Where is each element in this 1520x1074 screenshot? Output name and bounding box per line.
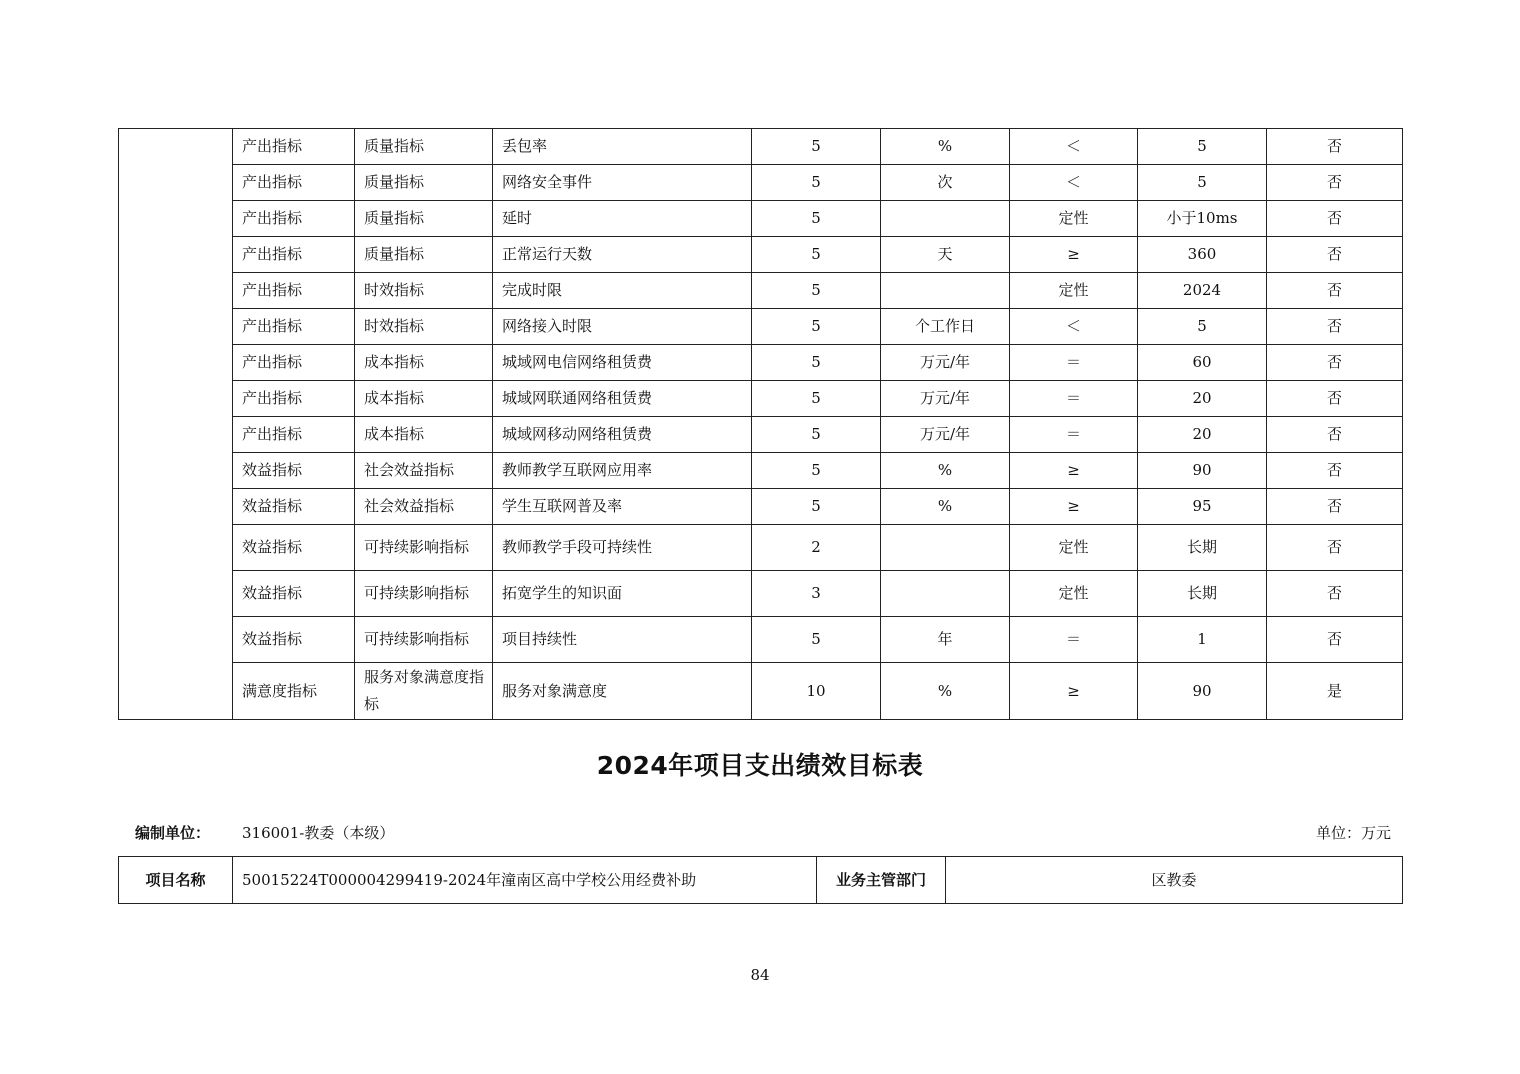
indicator-name: 完成时限: [493, 273, 752, 309]
operator: ＝: [1010, 345, 1138, 381]
target-value: 5: [1138, 165, 1267, 201]
level1-indicator: 产出指标: [233, 237, 355, 273]
core-flag: 否: [1267, 273, 1403, 309]
weight: 3: [752, 571, 881, 617]
level2-indicator: 质量指标: [355, 201, 493, 237]
table-row: [119, 453, 1403, 489]
level1-indicator: 产出指标: [233, 381, 355, 417]
level1-indicator: 效益指标: [233, 489, 355, 525]
weight: 5: [752, 273, 881, 309]
operator: ＜: [1010, 165, 1138, 201]
operator: 定性: [1010, 525, 1138, 571]
target-value: 20: [1138, 381, 1267, 417]
unit: [881, 201, 1010, 237]
indicator-name: 城域网联通网络租赁费: [493, 381, 752, 417]
indicator-name: 学生互联网普及率: [493, 489, 752, 525]
target-value: 5: [1138, 309, 1267, 345]
level2-indicator: 服务对象满意度指标: [355, 663, 493, 720]
target-value: 长期: [1138, 571, 1267, 617]
unit: %: [881, 129, 1010, 165]
target-value: 2024: [1138, 273, 1267, 309]
level2-indicator: 成本指标: [355, 381, 493, 417]
weight: 5: [752, 381, 881, 417]
level2-indicator: 时效指标: [355, 273, 493, 309]
unit: 万元/年: [881, 381, 1010, 417]
level2-indicator: 社会效益指标: [355, 453, 493, 489]
indicator-name: 服务对象满意度: [493, 663, 752, 720]
table-row: [119, 663, 1403, 720]
unit: 万元/年: [881, 417, 1010, 453]
dept-label: 业务主管部门: [817, 857, 946, 904]
indicator-name: 正常运行天数: [493, 237, 752, 273]
operator: 定性: [1010, 571, 1138, 617]
unit: 年: [881, 617, 1010, 663]
level1-indicator: 产出指标: [233, 417, 355, 453]
weight: 5: [752, 489, 881, 525]
target-value: 小于10ms: [1138, 201, 1267, 237]
core-flag: 否: [1267, 129, 1403, 165]
core-flag: 否: [1267, 201, 1403, 237]
core-flag: 否: [1267, 237, 1403, 273]
page-title: 2024年项目支出绩效目标表: [596, 751, 924, 780]
operator: ≥: [1010, 489, 1138, 525]
unit: [881, 571, 1010, 617]
level1-indicator: 产出指标: [233, 309, 355, 345]
unit: 个工作日: [881, 309, 1010, 345]
level1-indicator: 产出指标: [233, 345, 355, 381]
table-row: [119, 525, 1403, 571]
target-value: 90: [1138, 453, 1267, 489]
operator: ≥: [1010, 237, 1138, 273]
weight: 5: [752, 201, 881, 237]
unit: 万元/年: [881, 345, 1010, 381]
table-row: [119, 273, 1403, 309]
operator: ＜: [1010, 309, 1138, 345]
weight: 5: [752, 617, 881, 663]
unit: %: [881, 663, 1010, 720]
table-row: [119, 237, 1403, 273]
indicator-name: 教师教学手段可持续性: [493, 525, 752, 571]
table-row: [119, 201, 1403, 237]
table-row: [119, 129, 1403, 165]
level1-indicator: 产出指标: [233, 201, 355, 237]
core-flag: 否: [1267, 165, 1403, 201]
unit: [881, 525, 1010, 571]
table-row: [119, 165, 1403, 201]
core-flag: 否: [1267, 381, 1403, 417]
table-row: [119, 309, 1403, 345]
level2-indicator: 质量指标: [355, 165, 493, 201]
weight: 10: [752, 663, 881, 720]
core-flag: 否: [1267, 345, 1403, 381]
unit: 次: [881, 165, 1010, 201]
dept-value: 区教委: [946, 857, 1403, 904]
target-value: 20: [1138, 417, 1267, 453]
target-value: 5: [1138, 129, 1267, 165]
operator: ≥: [1010, 663, 1138, 720]
level1-indicator: 产出指标: [233, 273, 355, 309]
core-flag: 否: [1267, 453, 1403, 489]
target-value: 90: [1138, 663, 1267, 720]
table-row: [119, 489, 1403, 525]
core-flag: 否: [1267, 525, 1403, 571]
unit: [881, 273, 1010, 309]
project-info-table: [118, 856, 1403, 904]
weight: 5: [752, 129, 881, 165]
weight: 5: [752, 309, 881, 345]
operator: ＜: [1010, 129, 1138, 165]
level2-indicator: 社会效益指标: [355, 489, 493, 525]
indicator-name: 项目持续性: [493, 617, 752, 663]
target-value: 60: [1138, 345, 1267, 381]
table-row: [119, 345, 1403, 381]
project-name-value: 50015224T000004299419-2024年潼南区高中学校公用经费补助: [233, 857, 817, 904]
weight: 5: [752, 417, 881, 453]
operator: ＝: [1010, 617, 1138, 663]
project-name-label: 项目名称: [119, 857, 233, 904]
weight: 5: [752, 453, 881, 489]
weight: 2: [752, 525, 881, 571]
level2-indicator: 质量指标: [355, 129, 493, 165]
indicator-name: 丢包率: [493, 129, 752, 165]
operator: 定性: [1010, 273, 1138, 309]
table-row: [119, 381, 1403, 417]
weight: 5: [752, 237, 881, 273]
level1-indicator: 效益指标: [233, 571, 355, 617]
core-flag: 否: [1267, 571, 1403, 617]
level2-indicator: 成本指标: [355, 417, 493, 453]
level1-indicator: 效益指标: [233, 617, 355, 663]
indicator-name: 城域网移动网络租赁费: [493, 417, 752, 453]
level1-indicator: 产出指标: [233, 129, 355, 165]
page-number: 84: [750, 966, 770, 984]
indicator-name: 网络接入时限: [493, 309, 752, 345]
unit: 天: [881, 237, 1010, 273]
core-flag: 是: [1267, 663, 1403, 720]
operator: ＝: [1010, 381, 1138, 417]
operator: 定性: [1010, 201, 1138, 237]
compile-unit-label: 编制单位：: [135, 824, 211, 842]
target-value: 1: [1138, 617, 1267, 663]
target-value: 95: [1138, 489, 1267, 525]
compile-unit-value: 316001-教委（本级）: [242, 824, 395, 842]
table-row: [119, 857, 1403, 904]
weight: 5: [752, 165, 881, 201]
level2-indicator: 时效指标: [355, 309, 493, 345]
level1-indicator: 效益指标: [233, 453, 355, 489]
performance-indicator-table: [118, 128, 1403, 720]
table-row: [119, 617, 1403, 663]
level2-indicator: 可持续影响指标: [355, 525, 493, 571]
level2-indicator: 可持续影响指标: [355, 571, 493, 617]
unit: %: [881, 489, 1010, 525]
level2-indicator: 质量指标: [355, 237, 493, 273]
operator: ＝: [1010, 417, 1138, 453]
core-flag: 否: [1267, 617, 1403, 663]
target-value: 长期: [1138, 525, 1267, 571]
table-row: [119, 571, 1403, 617]
operator: ≥: [1010, 453, 1138, 489]
level1-indicator: 效益指标: [233, 525, 355, 571]
table-row: [119, 417, 1403, 453]
unit: %: [881, 453, 1010, 489]
merged-blank-cell: [119, 129, 233, 720]
indicator-name: 延时: [493, 201, 752, 237]
currency-unit-label: 单位：万元: [1315, 824, 1391, 842]
level1-indicator: 产出指标: [233, 165, 355, 201]
core-flag: 否: [1267, 417, 1403, 453]
level2-indicator: 可持续影响指标: [355, 617, 493, 663]
core-flag: 否: [1267, 489, 1403, 525]
level2-indicator: 成本指标: [355, 345, 493, 381]
indicator-name: 拓宽学生的知识面: [493, 571, 752, 617]
core-flag: 否: [1267, 309, 1403, 345]
indicator-name: 城域网电信网络租赁费: [493, 345, 752, 381]
indicator-name: 网络安全事件: [493, 165, 752, 201]
level1-indicator: 满意度指标: [233, 663, 355, 720]
indicator-name: 教师教学互联网应用率: [493, 453, 752, 489]
target-value: 360: [1138, 237, 1267, 273]
weight: 5: [752, 345, 881, 381]
